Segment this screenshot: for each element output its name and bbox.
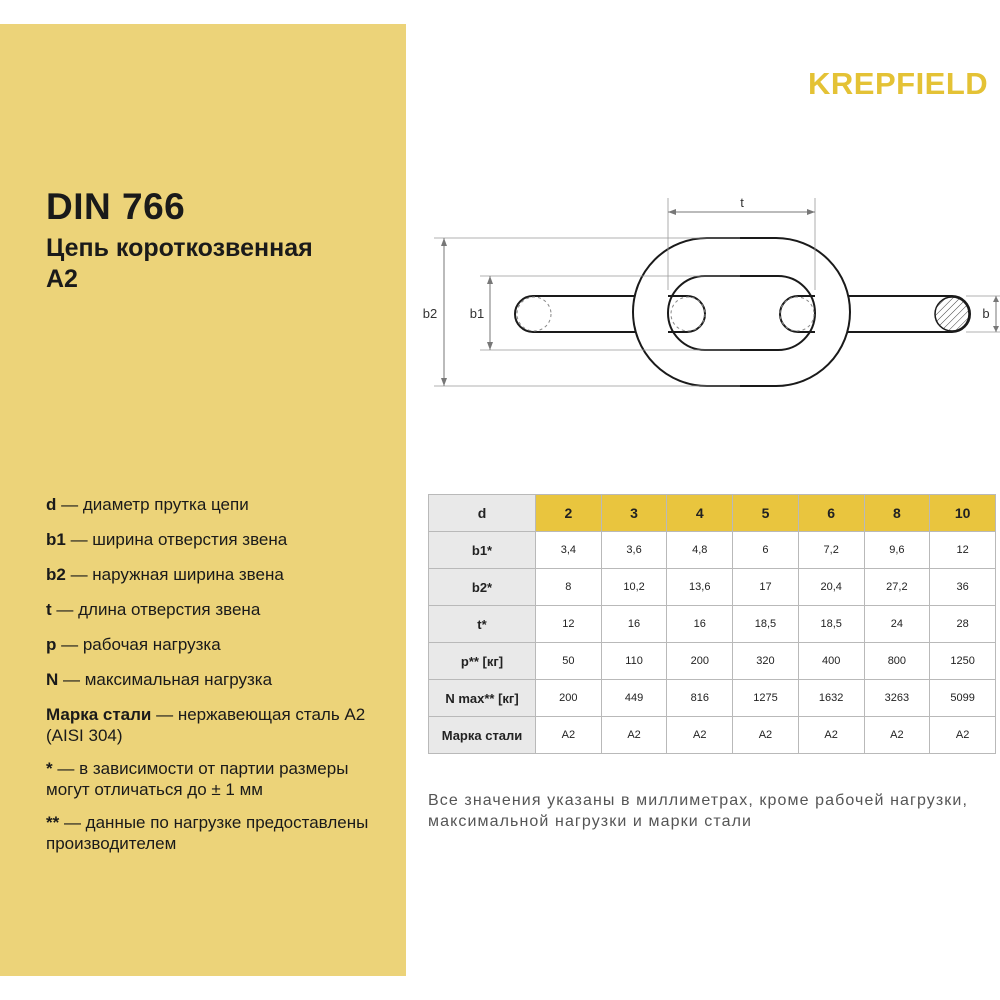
legend-item-b2: b2 — наружная ширина звена xyxy=(46,565,284,584)
header-label-d: d xyxy=(429,495,536,532)
subtitle-line-2: A2 xyxy=(46,265,78,293)
page-subtitle xyxy=(46,233,396,295)
table-row-nmax: N max** [кг] 200 449 816 1275 1632 3263 5099 xyxy=(429,680,996,717)
table-row-t: t* 12 16 16 18,5 18,5 24 28 xyxy=(429,606,996,643)
header-col-8: 8 xyxy=(864,495,930,532)
legend-item-p: p — рабочая нагрузка xyxy=(46,635,221,654)
legend-item-asterisk: * — в зависимости от партии размеры могут отличаться до ± 1 мм xyxy=(46,759,349,799)
legend-list xyxy=(46,494,391,868)
subtitle-line-1: Цепь короткозвенная xyxy=(46,234,313,262)
chain-link-diagram xyxy=(410,190,1000,400)
header-col-2: 2 xyxy=(536,495,602,532)
header-col-4: 4 xyxy=(667,495,733,532)
legend-item-n: N — максимальная нагрузка xyxy=(46,670,273,689)
units-note: Все значения указаны в миллиметрах, кроме рабочей нагрузки, максимальной нагрузки и марки стали xyxy=(428,792,968,830)
label-b: b xyxy=(982,306,990,321)
table-row-steel: Марка стали A2 A2 A2 A2 A2 A2 A2 xyxy=(429,717,996,754)
table-row-p: p** [кг] 50 110 200 320 400 800 1250 xyxy=(429,643,996,680)
label-b2: b2 xyxy=(422,306,438,321)
hatched-section-circle xyxy=(935,297,969,331)
legend-item-steel: Марка стали — нержавеющая сталь A2 (AISI 304) xyxy=(46,705,366,745)
legend-item-double-asterisk: ** — данные по нагрузке предоставлены производителем xyxy=(46,813,369,853)
header-col-3: 3 xyxy=(601,495,667,532)
table-row-b2: b2* 8 10,2 13,6 17 20,4 27,2 36 xyxy=(429,569,996,606)
left-section-circle xyxy=(517,297,551,331)
krepfield-logo: KREPFIELD xyxy=(808,66,989,101)
specifications-table xyxy=(428,494,996,754)
legend-item-t: t — длина отверстия звена xyxy=(46,600,261,619)
legend-item-b1: b1 — ширина отверстия звена xyxy=(46,530,288,549)
legend-item-d: d — диаметр прутка цепи xyxy=(46,495,249,514)
label-t: t xyxy=(740,195,744,210)
header-col-10: 10 xyxy=(930,495,996,532)
label-b1: b1 xyxy=(469,306,485,321)
center-link-inner xyxy=(668,276,815,350)
table-row-b1: b1* 3,4 3,6 4,8 6 7,2 9,6 12 xyxy=(429,532,996,569)
page-title: DIN 766 xyxy=(46,186,186,227)
header-col-6: 6 xyxy=(798,495,864,532)
header-col-5: 5 xyxy=(733,495,799,532)
table-header-row xyxy=(429,495,996,532)
